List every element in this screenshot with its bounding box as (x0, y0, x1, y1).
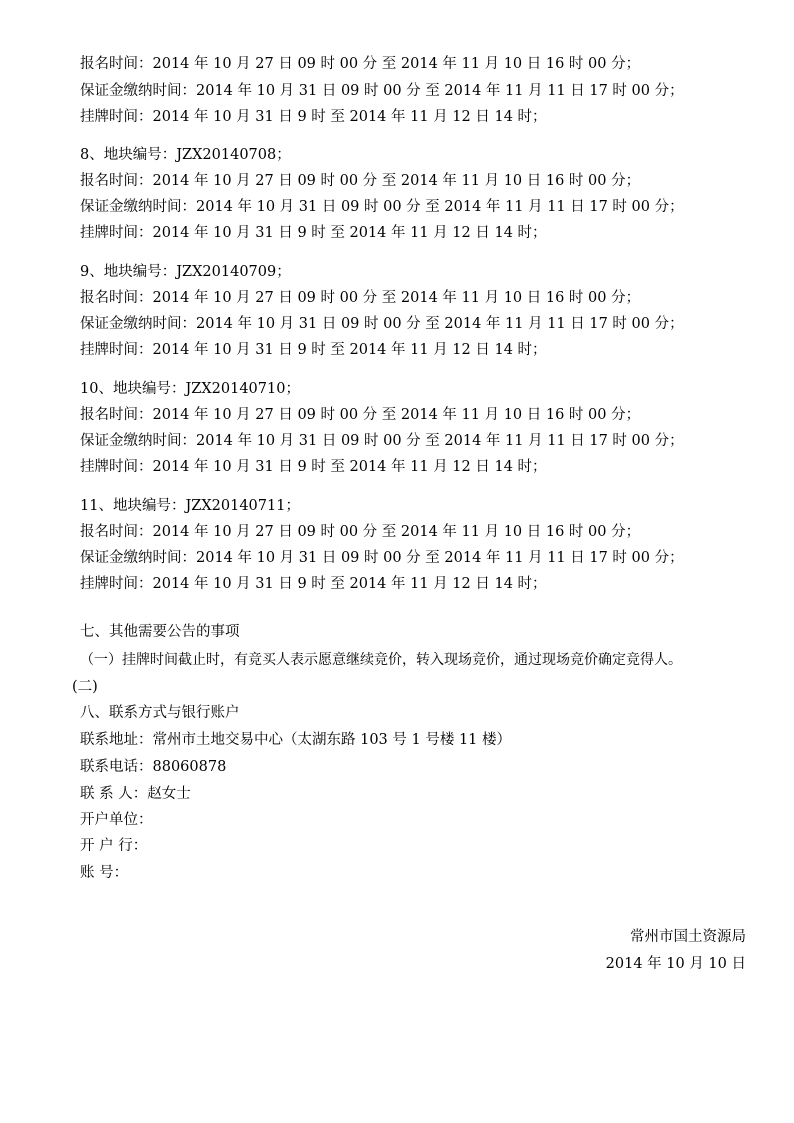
prev-registration-time: 报名时间：2014 年 10 月 27 日 09 时 00 分 至 2014 年 11 月 10 日 16 时 00 分； (80, 56, 641, 72)
plot-deposit-time: 保证金缴纳时间：2014 年 10 月 31 日 09 时 00 分 至 2014 年 11 月 11 日 17 时 00 分； (80, 316, 684, 332)
plot-listing-time: 挂牌时间：2014 年 10 月 31 日 9 时 至 2014 年 11 月 12 日 14 时； (80, 576, 547, 592)
issuer-organization: 常州市国土资源局 (630, 929, 746, 945)
account-number: 账 号： (80, 865, 129, 881)
plot-title: 9、地块编号：JZX20140709； (80, 264, 291, 280)
prev-deposit-time: 保证金缴纳时间：2014 年 10 月 31 日 09 时 00 分 至 2014 年 11 月 11 日 17 时 00 分； (80, 83, 684, 99)
plot-registration-time: 报名时间：2014 年 10 月 27 日 09 时 00 分 至 2014 年 11 月 10 日 16 时 00 分； (80, 290, 641, 306)
plot-listing-time: 挂牌时间：2014 年 10 月 31 日 9 时 至 2014 年 11 月 12 日 14 时； (80, 459, 547, 475)
plot-registration-time: 报名时间：2014 年 10 月 27 日 09 时 00 分 至 2014 年 11 月 10 日 16 时 00 分； (80, 407, 641, 423)
plot-deposit-time: 保证金缴纳时间：2014 年 10 月 31 日 09 时 00 分 至 2014 年 11 月 11 日 17 时 00 分； (80, 199, 684, 215)
plot-title: 11、地块编号：JZX20140711； (80, 498, 300, 514)
issue-date: 2014 年 10 月 10 日 (605, 956, 746, 972)
section7-item-1: （一）挂牌时间截止时，有竞买人表示愿意继续竞价，转入现场竞价，通过现场竞价确定竞得人。 (80, 652, 682, 668)
plot-deposit-time: 保证金缴纳时间：2014 年 10 月 31 日 09 时 00 分 至 2014 年 11 月 11 日 17 时 00 分； (80, 550, 684, 566)
plot-listing-time: 挂牌时间：2014 年 10 月 31 日 9 时 至 2014 年 11 月 12 日 14 时； (80, 225, 547, 241)
section8-heading: 八、联系方式与银行账户 (80, 705, 240, 721)
contact-phone: 联系电话：88060878 (80, 759, 227, 775)
plot-deposit-time: 保证金缴纳时间：2014 年 10 月 31 日 09 时 00 分 至 2014 年 11 月 11 日 17 时 00 分； (80, 433, 684, 449)
section7-heading: 七、其他需要公告的事项 (80, 624, 240, 640)
plot-listing-time: 挂牌时间：2014 年 10 月 31 日 9 时 至 2014 年 11 月 12 日 14 时； (80, 342, 547, 358)
account-bank: 开 户 行： (80, 838, 148, 854)
account-unit: 开户单位： (80, 812, 153, 828)
contact-address: 联系地址：常州市土地交易中心（太湖东路 103 号 1 号楼 11 楼） (80, 732, 512, 748)
contact-person: 联 系 人：赵女士 (80, 786, 191, 802)
prev-listing-time: 挂牌时间：2014 年 10 月 31 日 9 时 至 2014 年 11 月 12 日 14 时； (80, 109, 547, 125)
section7-item-2: (二) (72, 679, 98, 695)
plot-title: 10、地块编号：JZX20140710； (80, 381, 300, 397)
plot-registration-time: 报名时间：2014 年 10 月 27 日 09 时 00 分 至 2014 年 11 月 10 日 16 时 00 分； (80, 524, 641, 540)
plot-registration-time: 报名时间：2014 年 10 月 27 日 09 时 00 分 至 2014 年 11 月 10 日 16 时 00 分； (80, 173, 641, 189)
plot-title: 8、地块编号：JZX20140708； (80, 147, 291, 163)
